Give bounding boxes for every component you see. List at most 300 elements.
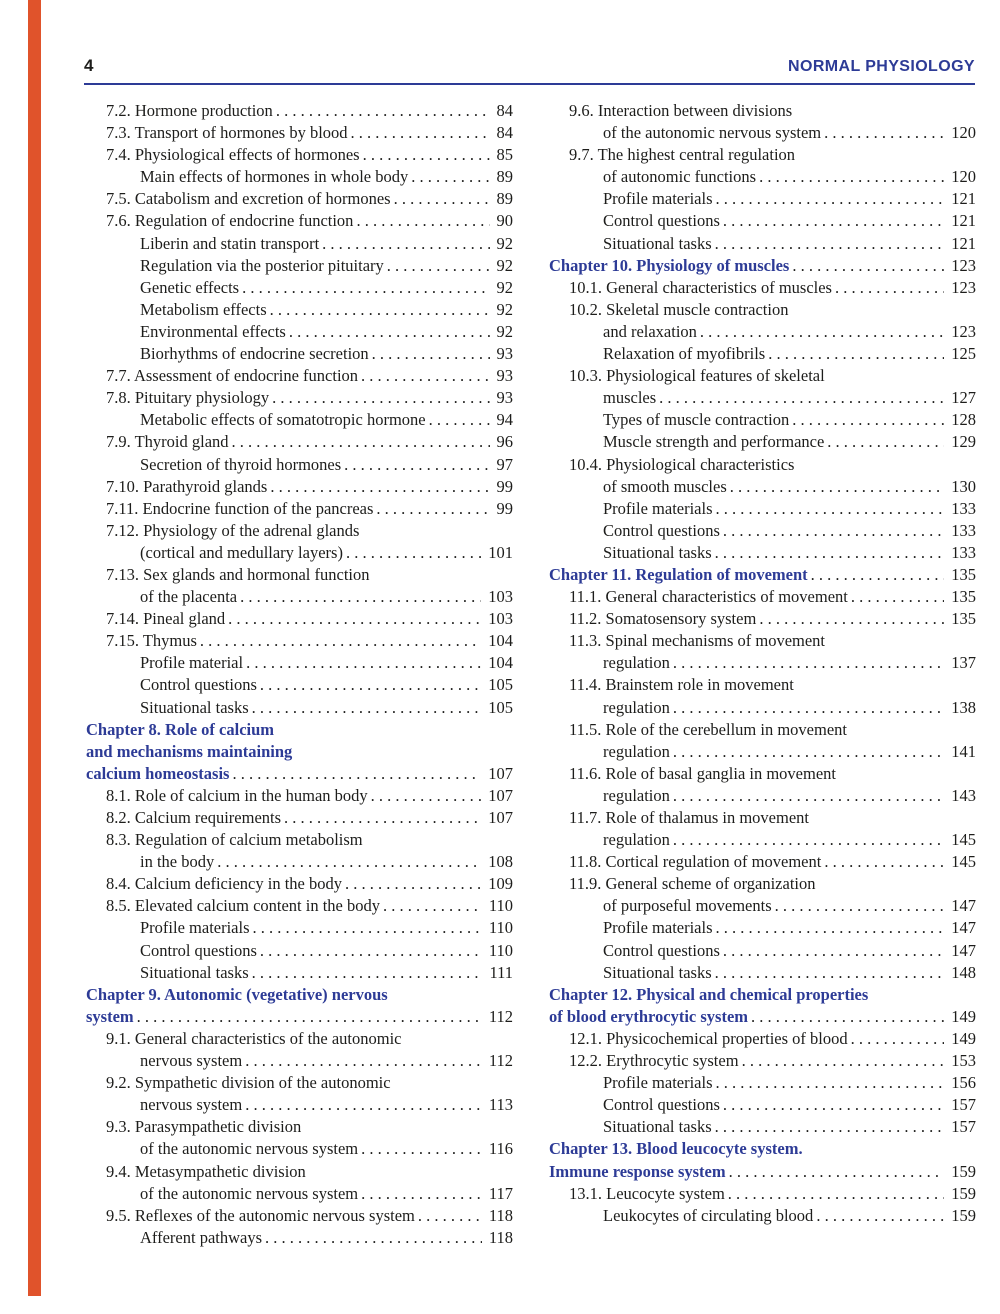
toc-entry-title: Profile materials (603, 189, 713, 209)
toc-dot-leader (715, 542, 945, 564)
toc-page-number: 135 (951, 564, 976, 584)
toc-dot-leader (344, 454, 489, 476)
toc-entry-title: 8.1. Role of calcium in the human body (106, 785, 368, 805)
toc-entry-title: 8.2. Calcium requirements (106, 808, 282, 827)
toc-dot-leader (322, 233, 489, 255)
toc-entry-line (86, 1161, 513, 1183)
toc-page-number: 93 (496, 344, 513, 364)
toc-entry-line (86, 873, 513, 895)
toc-dot-leader (260, 674, 481, 696)
toc-entry-title: 7.8. Pituitary physiology (106, 388, 270, 408)
toc-dot-leader (232, 431, 490, 453)
toc-entry-title: Control questions (603, 211, 720, 231)
toc-entry-title: of the placenta (140, 587, 238, 607)
toc-entry-title: Metabolism effects (140, 299, 267, 319)
toc-dot-leader (361, 365, 489, 387)
toc-entry-line (86, 940, 513, 962)
toc-dot-leader (715, 1116, 945, 1138)
toc-entry-title: Environmental effects (140, 321, 286, 341)
toc-dot-leader (723, 210, 944, 232)
toc-entry-line (549, 122, 976, 144)
toc-dot-leader (137, 1006, 482, 1028)
toc-page-number: 159 (951, 1161, 976, 1181)
toc-chapter-title: Chapter 11. Regulation of movement (549, 564, 808, 584)
toc-entry-line (549, 763, 976, 785)
toc-entry-line (86, 630, 513, 652)
running-title: NORMAL PHYSIOLOGY (788, 58, 975, 75)
toc-dot-leader (351, 122, 490, 144)
toc-dot-leader (730, 476, 945, 498)
toc-dot-leader (228, 608, 481, 630)
toc-page-number: 145 (951, 852, 976, 872)
toc-dot-leader (265, 1227, 482, 1249)
toc-page-number: 117 (488, 1183, 513, 1203)
toc-entry-line (86, 1116, 513, 1138)
toc-dot-leader (792, 409, 944, 431)
toc-dot-leader (768, 343, 944, 365)
toc-entry-line (549, 233, 976, 255)
toc-entry-line (549, 630, 976, 652)
toc-dot-leader (716, 498, 945, 520)
toc-entry-line (86, 122, 513, 144)
toc-dot-leader (376, 498, 489, 520)
toc-entry-line (86, 387, 513, 409)
toc-entry-title: Liberin and statin transport (140, 233, 320, 253)
toc-entry-line (86, 233, 513, 255)
toc-dot-leader (345, 873, 481, 895)
toc-entry-line (86, 210, 513, 232)
toc-entry-title: Situational tasks (140, 962, 249, 982)
toc-entry-line (86, 277, 513, 299)
toc-chapter-line (549, 564, 976, 586)
toc-dot-leader (289, 321, 490, 343)
toc-dot-leader (728, 1183, 944, 1205)
toc-entry-title: 13.1. Leucocyte system (569, 1183, 725, 1203)
toc-page-number: 127 (951, 388, 976, 408)
toc-entry-line (549, 144, 976, 166)
toc-page-number: 137 (951, 653, 976, 673)
toc-page-number: 105 (488, 675, 513, 695)
toc-page-number: 118 (488, 1205, 513, 1225)
toc-dot-leader (775, 895, 945, 917)
toc-page-number: 121 (951, 211, 976, 231)
toc-entry-title: nervous system (140, 1095, 243, 1115)
toc-entry-line (86, 1227, 513, 1249)
toc-page-number: 90 (496, 211, 513, 231)
toc-entry-line (86, 454, 513, 476)
toc-page-number: 147 (951, 896, 976, 916)
toc-entry-line (86, 476, 513, 498)
toc-page-number: 109 (488, 874, 513, 894)
toc-entry-title: Control questions (140, 940, 257, 960)
toc-entry-line (549, 476, 976, 498)
toc-entry-line (549, 851, 976, 873)
toc-entry-line (86, 608, 513, 630)
toc-dot-leader (673, 829, 944, 851)
toc-entry-title: Muscle strength and performance (603, 432, 825, 452)
toc-entry-title: Main effects of hormones in whole body (140, 167, 409, 187)
toc-entry-title: Profile materials (140, 918, 250, 938)
toc-chapter-line (549, 1161, 976, 1183)
toc-page-number: 92 (496, 321, 513, 341)
toc-entry-title: in the body (140, 852, 215, 872)
toc-entry-title: 7.15. Thymus (106, 631, 197, 651)
toc-dot-leader (372, 343, 490, 365)
toc-entry-line (549, 520, 976, 542)
toc-entry-line (549, 1183, 976, 1205)
toc-page-number: 96 (496, 432, 513, 452)
toc-page-number: 92 (496, 233, 513, 253)
toc-entry-title: 7.12. Physiology of the adrenal glands (106, 520, 360, 540)
toc-page-number: 104 (488, 631, 513, 651)
toc-entry-title: 7.6. Regulation of endocrine function (106, 211, 354, 231)
toc-entry-line (86, 343, 513, 365)
toc-dot-leader (811, 564, 945, 586)
toc-entry-line (549, 100, 976, 122)
toc-page-number: 133 (951, 498, 976, 518)
toc-entry-line (549, 343, 976, 365)
toc-page-number: 133 (951, 520, 976, 540)
toc-dot-leader (245, 1050, 482, 1072)
toc-entry-line (86, 1138, 513, 1160)
toc-dot-leader (792, 255, 944, 277)
toc-dot-leader (723, 940, 944, 962)
toc-entry-title: 11.1. General characteristics of movement (569, 587, 848, 607)
toc-entry-line (549, 1028, 976, 1050)
toc-entry-line (549, 409, 976, 431)
toc-chapter-line (549, 1138, 976, 1160)
toc-entry-title: 8.3. Regulation of calcium metabolism (106, 830, 363, 850)
toc-entry-title: Situational tasks (603, 1117, 712, 1137)
toc-entry-title: Afferent pathways (140, 1227, 263, 1247)
toc-page-number: 133 (951, 542, 976, 562)
toc-dot-leader (394, 188, 490, 210)
toc-dot-leader (673, 652, 944, 674)
toc-dot-leader (240, 586, 481, 608)
toc-entry-line (549, 1094, 976, 1116)
toc-page-number: 89 (496, 189, 513, 209)
toc-entry-line (86, 100, 513, 122)
toc-page-number: 105 (488, 697, 513, 717)
toc-entry-title: 7.2. Hormone production (106, 101, 273, 120)
toc-page-number: 84 (496, 123, 513, 143)
toc-entry-line (86, 785, 513, 807)
toc-dot-leader (723, 520, 944, 542)
toc-dot-leader (824, 851, 944, 873)
toc-entry-line (86, 1028, 513, 1050)
toc-dot-leader (245, 1094, 482, 1116)
toc-entry-title: 10.1. General characteristics of muscles (569, 277, 832, 297)
toc-page-number: 120 (951, 167, 976, 187)
toc-entry-line (549, 741, 976, 763)
toc-dot-leader (716, 917, 945, 939)
toc-entry-line (86, 1072, 513, 1094)
toc-entry-line (549, 917, 976, 939)
toc-entry-line (86, 431, 513, 453)
toc-dot-leader (361, 1183, 482, 1205)
toc-dot-leader (246, 652, 481, 674)
toc-entry-title: Profile materials (603, 918, 713, 938)
toc-page-number: 121 (951, 233, 976, 253)
toc-dot-leader (673, 741, 944, 763)
toc-entry-line (86, 542, 513, 564)
toc-page-number: 120 (951, 123, 976, 143)
toc-entry-line (86, 962, 513, 984)
toc-column-right (549, 100, 976, 1249)
toc-entry-line (549, 365, 976, 387)
toc-page-number: 93 (496, 388, 513, 408)
toc-dot-leader (751, 1006, 944, 1028)
toc-entry-title: 8.4. Calcium deficiency in the body (106, 874, 342, 894)
toc-dot-leader (716, 188, 945, 210)
toc-entry-line (86, 829, 513, 851)
toc-entry-title: 7.4. Physiological effects of hormones (106, 145, 360, 165)
toc-entry-line (549, 697, 976, 719)
toc-dot-leader (356, 210, 489, 232)
left-accent-stripe (28, 0, 41, 1296)
toc-page-number: 125 (951, 344, 976, 364)
toc-entry-title: of smooth muscles (603, 476, 727, 496)
toc-dot-leader (346, 542, 481, 564)
toc-entry-title: 8.5. Elevated calcium content in the body (106, 896, 380, 916)
toc-dot-leader (715, 962, 945, 984)
toc-chapter-title: and mechanisms maintaining (86, 741, 293, 761)
toc-entry-title: Profile materials (603, 1073, 713, 1093)
toc-entry-title: Control questions (603, 1095, 720, 1115)
toc-chapter-title: Immune response system (549, 1161, 726, 1181)
toc-dot-leader (729, 1161, 945, 1183)
toc-page-number: 141 (951, 741, 976, 761)
toc-page-number: 130 (951, 476, 976, 496)
toc-chapter-title: Chapter 10. Physiology of muscles (549, 255, 790, 275)
toc-chapter-title: Chapter 12. Physical and chemical properties (549, 984, 869, 1004)
toc-entry-title: 9.3. Parasympathetic division (106, 1117, 302, 1137)
toc-dot-leader (659, 387, 944, 409)
toc-page-number: 112 (488, 1051, 513, 1071)
toc-entry-line (549, 873, 976, 895)
toc-entry-title: Relaxation of myofibrils (603, 344, 766, 364)
toc-entry-title: 7.14. Pineal gland (106, 609, 226, 629)
toc-entry-title: 9.2. Sympathetic division of the autonomic (106, 1073, 391, 1093)
toc-entry-line (549, 674, 976, 696)
toc-entry-title: Situational tasks (603, 962, 712, 982)
toc-dot-leader (361, 1138, 482, 1160)
toc-dot-leader (700, 321, 944, 343)
toc-entry-line (549, 785, 976, 807)
toc-page-number: 92 (496, 255, 513, 275)
toc-page-number: 159 (951, 1205, 976, 1225)
toc-entry-title: (cortical and medullary layers) (140, 542, 343, 562)
toc-entry-line (86, 674, 513, 696)
toc-entry-title: regulation (603, 653, 670, 673)
toc-page-number: 148 (951, 962, 976, 982)
toc-dot-leader (827, 431, 944, 453)
toc-entry-title: 11.9. General scheme of organization (569, 874, 816, 894)
table-of-contents (86, 100, 975, 1249)
toc-entry-line (549, 454, 976, 476)
toc-entry-line (549, 431, 976, 453)
toc-dot-leader (242, 277, 489, 299)
page-header (84, 56, 975, 85)
toc-dot-leader (824, 122, 944, 144)
toc-entry-title: Biorhythms of endocrine secretion (140, 344, 369, 364)
toc-page-number: 92 (496, 299, 513, 319)
toc-page-number: 157 (951, 1117, 976, 1137)
toc-chapter-title: of blood erythrocytic system (549, 1006, 749, 1026)
toc-page-number: 101 (488, 542, 513, 562)
toc-page-number: 99 (496, 498, 513, 518)
toc-entry-line (549, 542, 976, 564)
toc-entry-line (549, 1072, 976, 1094)
toc-entry-title: Secretion of thyroid hormones (140, 454, 342, 474)
toc-chapter-title: Chapter 9. Autonomic (vegetative) nervous (86, 984, 388, 1004)
toc-dot-leader (363, 144, 490, 166)
toc-entry-line (549, 829, 976, 851)
toc-entry-line (549, 895, 976, 917)
toc-entry-title: 12.1. Physicochemical properties of blood (569, 1028, 848, 1048)
toc-page-number: 129 (951, 432, 976, 452)
toc-entry-line (86, 586, 513, 608)
toc-entry-title: 7.7. Assessment of endocrine function (106, 366, 359, 386)
toc-page-number: 128 (951, 410, 976, 430)
toc-page-number: 110 (488, 940, 513, 960)
toc-entry-title: and relaxation (603, 321, 697, 341)
toc-entry-line (86, 851, 513, 873)
toc-page-number: 110 (488, 896, 513, 916)
toc-entry-line (549, 586, 976, 608)
toc-entry-title: 9.6. Interaction between divisions (569, 101, 793, 120)
toc-entry-line (86, 188, 513, 210)
toc-page-number: 94 (496, 410, 513, 430)
toc-dot-leader (418, 1205, 482, 1227)
toc-entry-line (549, 188, 976, 210)
toc-entry-title: 10.2. Skeletal muscle contraction (569, 299, 789, 319)
toc-page-number: 103 (488, 609, 513, 629)
toc-entry-line (86, 917, 513, 939)
toc-entry-line (86, 1094, 513, 1116)
toc-dot-leader (272, 387, 489, 409)
toc-dot-leader (284, 807, 481, 829)
toc-entry-title: regulation (603, 697, 670, 717)
toc-entry-title: 7.9. Thyroid gland (106, 432, 229, 452)
toc-page-number: 107 (488, 785, 513, 805)
toc-entry-line (86, 321, 513, 343)
toc-entry-line (86, 564, 513, 586)
toc-entry-title: Situational tasks (603, 542, 712, 562)
toc-page-number: 135 (951, 587, 976, 607)
toc-entry-title: nervous system (140, 1051, 243, 1071)
toc-page-number: 138 (951, 697, 976, 717)
toc-page-number: 118 (488, 1227, 513, 1247)
toc-entry-title: 9.5. Reflexes of the autonomic nervous system (106, 1205, 415, 1225)
toc-chapter-title: Chapter 13. Blood leucocyte system. (549, 1139, 803, 1159)
toc-entry-line (86, 166, 513, 188)
toc-dot-leader (716, 1072, 945, 1094)
toc-entry-title: Leukocytes of circulating blood (603, 1205, 814, 1225)
toc-entry-line (549, 210, 976, 232)
toc-page-number: 143 (951, 785, 976, 805)
toc-entry-line (86, 697, 513, 719)
toc-entry-line (549, 719, 976, 741)
toc-page-number: 85 (496, 145, 513, 165)
toc-entry-title: muscles (603, 388, 657, 408)
toc-dot-leader (851, 1028, 945, 1050)
toc-entry-line (86, 255, 513, 277)
toc-page-number: 92 (496, 277, 513, 297)
toc-entry-title: 7.10. Parathyroid glands (106, 476, 268, 496)
toc-entry-title: 11.5. Role of the cerebellum in movement (569, 719, 847, 739)
toc-entry-title: 12.2. Erythrocytic system (569, 1051, 739, 1071)
toc-dot-leader (270, 299, 490, 321)
toc-page-number: 89 (496, 167, 513, 187)
toc-entry-title: Control questions (603, 940, 720, 960)
toc-page-number: 113 (488, 1095, 513, 1115)
toc-chapter-line (86, 763, 513, 785)
toc-dot-leader (252, 697, 482, 719)
toc-dot-leader (260, 940, 482, 962)
toc-dot-leader (429, 409, 490, 431)
toc-entry-title: 11.8. Cortical regulation of movement (569, 852, 822, 872)
toc-entry-line (86, 1205, 513, 1227)
toc-entry-title: 11.6. Role of basal ganglia in movement (569, 763, 836, 783)
toc-entry-line (549, 387, 976, 409)
toc-entry-line (86, 520, 513, 542)
toc-page-number: 156 (951, 1073, 976, 1093)
toc-entry-line (549, 299, 976, 321)
toc-page-number: 159 (951, 1183, 976, 1203)
toc-page-number: 149 (951, 1006, 976, 1026)
toc-dot-leader (232, 763, 481, 785)
toc-entry-title: Control questions (603, 520, 720, 540)
toc-entry-title: 10.3. Physiological features of skeletal (569, 366, 825, 386)
toc-entry-line (86, 652, 513, 674)
toc-entry-title: 11.7. Role of thalamus in movement (569, 808, 809, 827)
toc-chapter-line (86, 984, 513, 1006)
toc-dot-leader (715, 233, 945, 255)
toc-entry-line (86, 1050, 513, 1072)
toc-dot-leader (270, 476, 489, 498)
toc-page-number: 147 (951, 940, 976, 960)
page-number: 4 (84, 56, 94, 75)
toc-dot-leader (851, 586, 944, 608)
toc-dot-leader (759, 608, 944, 630)
toc-entry-title: 9.7. The highest central regulation (569, 145, 796, 165)
toc-page-number: 107 (488, 763, 513, 783)
toc-entry-title: Metabolic effects of somatotropic hormone (140, 410, 426, 430)
toc-page-number: 123 (951, 255, 976, 275)
toc-entry-title: regulation (603, 741, 670, 761)
toc-entry-line (549, 321, 976, 343)
toc-page-number: 123 (951, 321, 976, 341)
toc-entry-line (86, 409, 513, 431)
toc-dot-leader (673, 697, 944, 719)
toc-dot-leader (200, 630, 481, 652)
toc-entry-title: 7.5. Catabolism and excretion of hormones (106, 189, 391, 209)
toc-dot-leader (217, 851, 481, 873)
toc-page-number: 99 (496, 476, 513, 496)
toc-entry-title: of the autonomic nervous system (603, 123, 822, 143)
toc-dot-leader (371, 785, 482, 807)
toc-dot-leader (276, 100, 490, 122)
toc-entry-line (549, 498, 976, 520)
toc-page-number: 153 (951, 1051, 976, 1071)
toc-entry-title: 7.11. Endocrine function of the pancreas (106, 498, 374, 518)
toc-chapter-title: calcium homeostasis (86, 763, 230, 783)
toc-entry-line (86, 895, 513, 917)
toc-entry-title: regulation (603, 830, 670, 850)
toc-page-number: 104 (488, 653, 513, 673)
toc-page-number: 112 (488, 1006, 513, 1026)
